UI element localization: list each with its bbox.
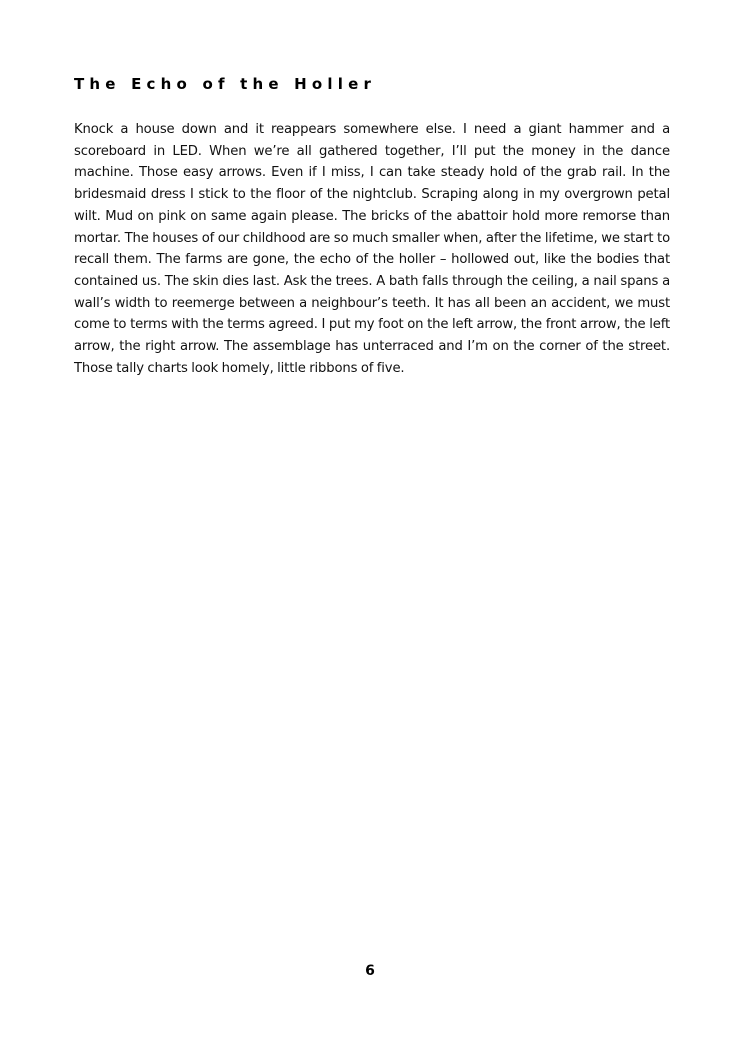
body-paragraph: Knock a house down and it reappears somewhere else. I need a giant hammer and a scoreboard in LED. When we’re all gathered together, I’ll put the money in the dance machine. Those easy arrows. Even if I miss, I can take steady hold of the grab rail. In the bridesmaid dress I stick to the floor of the nightclub. Scraping along in my overgrown petal wilt. Mud on pink on same again please. The bricks of the abattoir hold more remorse than mortar. The houses of our childhood are so much smaller when, after the lifetime, we start to recall them. The farms are gone, the echo of the holler – hollowed out, like the bodies that contained us. The skin dies last. Ask the trees. A bath falls through the ceiling, a nail spans a wall’s width to reemerge between a neighbour’s teeth. It has all been an accident, we must come to terms with the terms agreed. I put my foot on the left arrow, the front arrow, the left arrow, the right arrow. The assemblage has unterraced and I’m on the corner of the street. Those tally charts look homely, little ribbons of five. — [74, 122, 670, 376]
page-title: The Echo of the Holler — [74, 75, 377, 93]
page-number: 6 — [365, 963, 375, 979]
